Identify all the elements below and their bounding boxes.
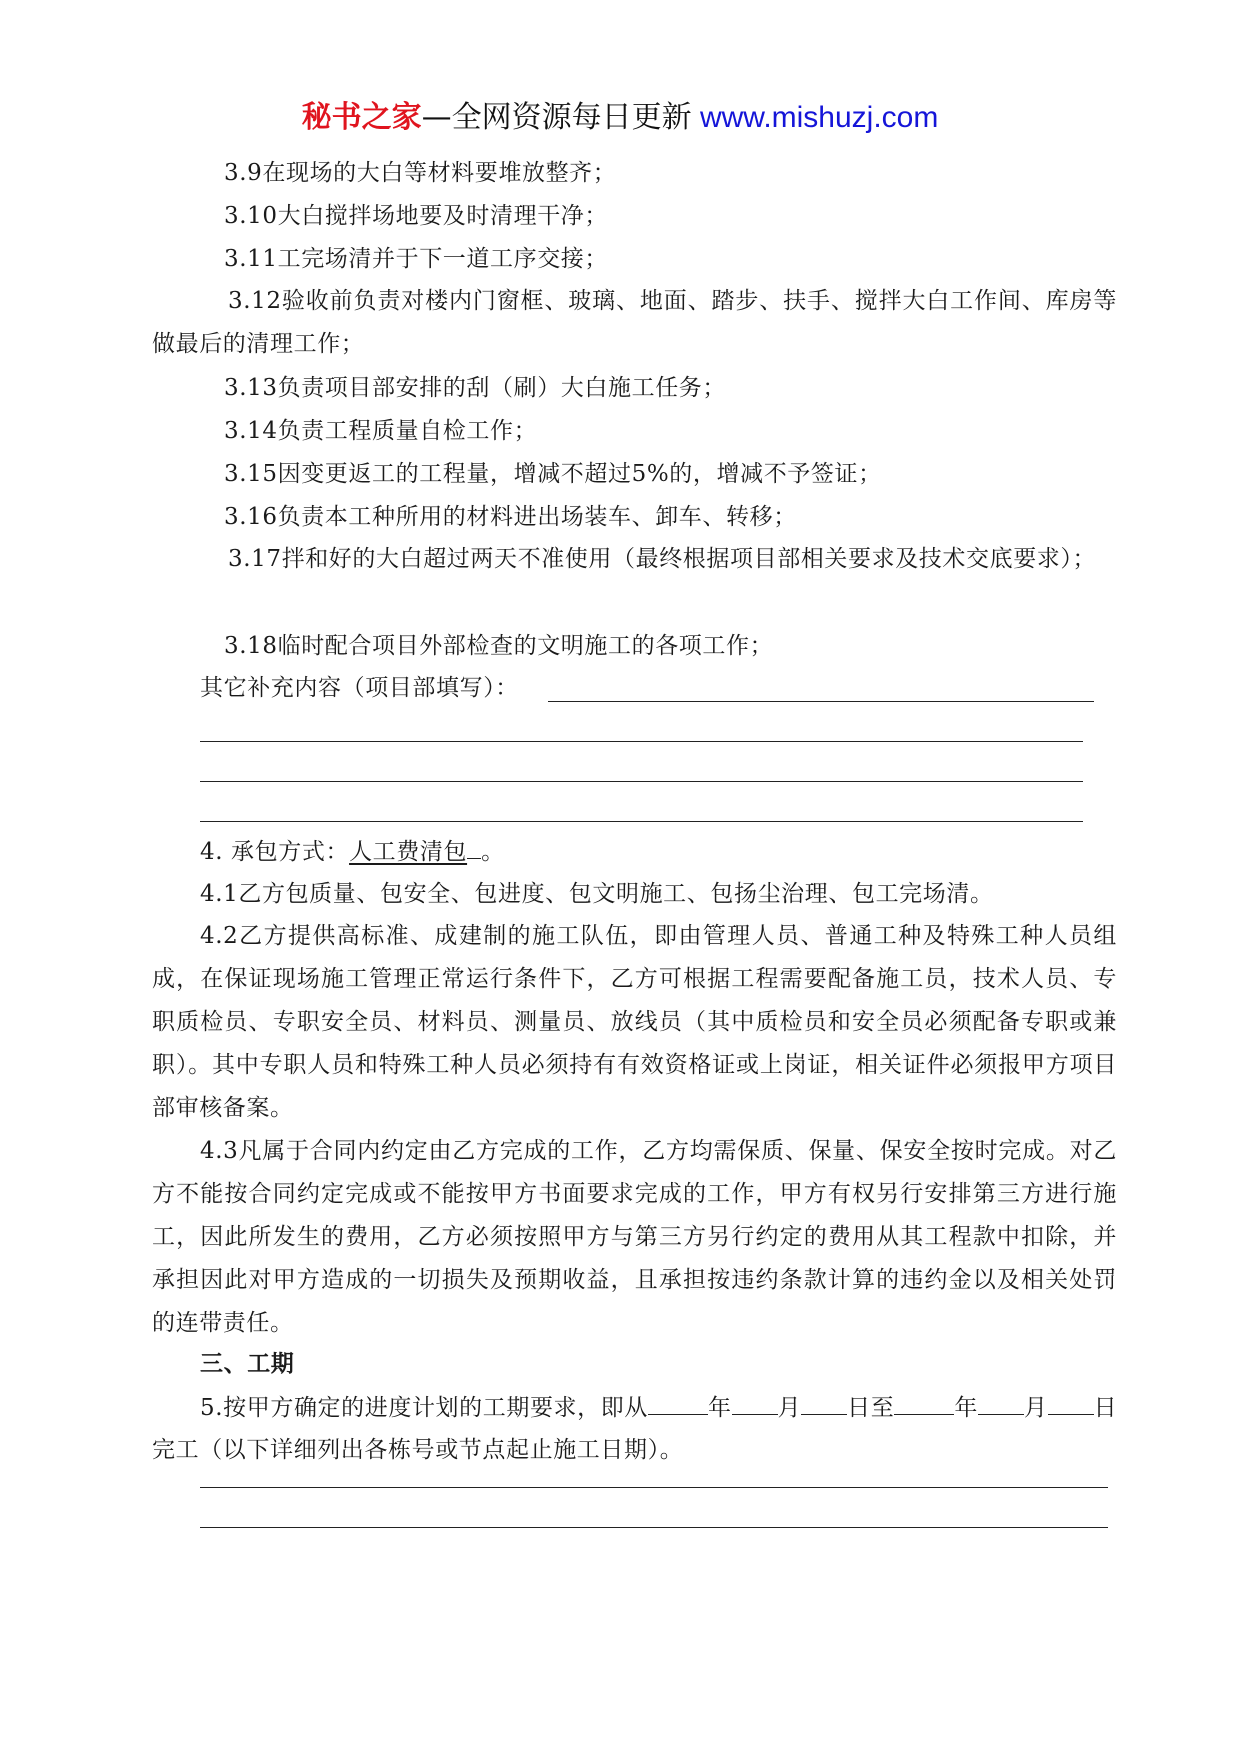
site-header (0, 98, 1240, 138)
clause-3-12: 3.12验收前负责对楼内门窗框、玻璃、地面、踏步、扶手、搅拌大白工作间、库房等做最后的清理工作； (152, 288, 1117, 357)
clause-3-9: 3.9在现场的大白等材料要堆放整齐； (224, 160, 617, 186)
supplement-line-3[interactable] (200, 781, 1083, 782)
section-title-schedule: 三、工期 (200, 1351, 295, 1377)
clause-5-line-2: 完工（以下详细列出各栋号或节点起止施工日期）。 (152, 1437, 684, 1463)
end-month-blank[interactable] (978, 1392, 1024, 1415)
contract-value: 人工费清包 (349, 839, 468, 865)
clause-3-15: 3.15因变更返工的工程量，增减不超过5%的，增减不予签证； (224, 461, 882, 487)
supplement-label: 其它补充内容（项目部填写）： (200, 675, 519, 701)
end-day-blank[interactable] (1048, 1392, 1094, 1415)
header-brand: 秘书之家 (301, 100, 422, 135)
clause-3-18: 3.18临时配合项目外部检查的文明施工的各项工作； (224, 633, 774, 659)
end-day-label: 日 (1093, 1395, 1118, 1421)
start-month-blank[interactable] (732, 1392, 778, 1415)
clause-3-11: 3.11工完场清并于下一道工序交接； (224, 246, 609, 272)
clause-4-1: 4.1乙方包质量、包安全、包进度、包文明施工、包扬尘治理、包工完场清。 (200, 881, 994, 907)
end-year-label: 年 (954, 1395, 978, 1421)
supplement-line-4[interactable] (200, 821, 1083, 822)
start-day-label: 日至 (847, 1395, 895, 1421)
contract-end: 。 (481, 839, 505, 865)
clause-3-14: 3.14负责工程质量自检工作； (224, 418, 538, 444)
contract-value-underline-tail (467, 836, 481, 859)
clause-3-13: 3.13负责项目部安排的刮（刷）大白施工任务； (224, 375, 727, 401)
clause-3-16: 3.16负责本工种所用的材料进出场装车、卸车、转移； (224, 504, 797, 530)
contract-label: 4. 承包方式： (200, 839, 350, 865)
schedule-line-2[interactable] (200, 1527, 1108, 1528)
clause-3-17: 3.17拌和好的大白超过两天不准使用（最终根据项目部相关要求及技术交底要求）； (228, 546, 1097, 572)
clause-4-3: 4.3凡属于合同内约定由乙方完成的工作，乙方均需保质、保量、保安全按时完成。对乙方不能按合同约定完成或不能按甲方书面要求完成的工作，甲方有权另行安排第三方进行施工，因此所发生的费用，乙方必须按照甲方与第三方另行约定的费用从其工程款中扣除，并承担因此对甲方造成的一切损失及预期收益，且承担按违约条款计算的违约金以及相关处罚的连带责任。 (152, 1138, 1117, 1336)
schedule-line-1[interactable] (200, 1487, 1108, 1488)
start-year-blank[interactable] (648, 1392, 708, 1415)
clause-5-prefix: 5.按甲方确定的进度计划的工期要求，即从 (200, 1395, 648, 1421)
start-month-label: 月 (777, 1395, 802, 1421)
header-tagline: —全网资源每日更新 (421, 100, 692, 135)
end-year-blank[interactable] (894, 1392, 954, 1415)
clause-3-10: 3.10大白搅拌场地要及时清理干净； (224, 203, 609, 229)
header-url[interactable]: www.mishuzj.com (691, 101, 939, 134)
end-month-label: 月 (1023, 1395, 1048, 1421)
start-day-blank[interactable] (801, 1392, 847, 1415)
supplement-line-1[interactable] (548, 701, 1094, 702)
clause-4-2: 4.2乙方提供高标准、成建制的施工队伍，即由管理人员、普通工种及特殊工种人员组成，在保证现场施工管理正常运行条件下，乙方可根据工程需要配备施工员，技术人员、专职质检员、专职安全员、材料员、测量员、放线员（其中质检员和安全员必须配备专职或兼职）。其中专职人员和特殊工种人员必须持有有效资格证或上岗证，相关证件必须报甲方项目部审核备案。 (152, 923, 1117, 1121)
contract-method (200, 836, 505, 867)
supplement-line-2[interactable] (200, 741, 1083, 742)
start-year-label: 年 (707, 1395, 732, 1421)
clause-5-line-1 (200, 1392, 1117, 1423)
